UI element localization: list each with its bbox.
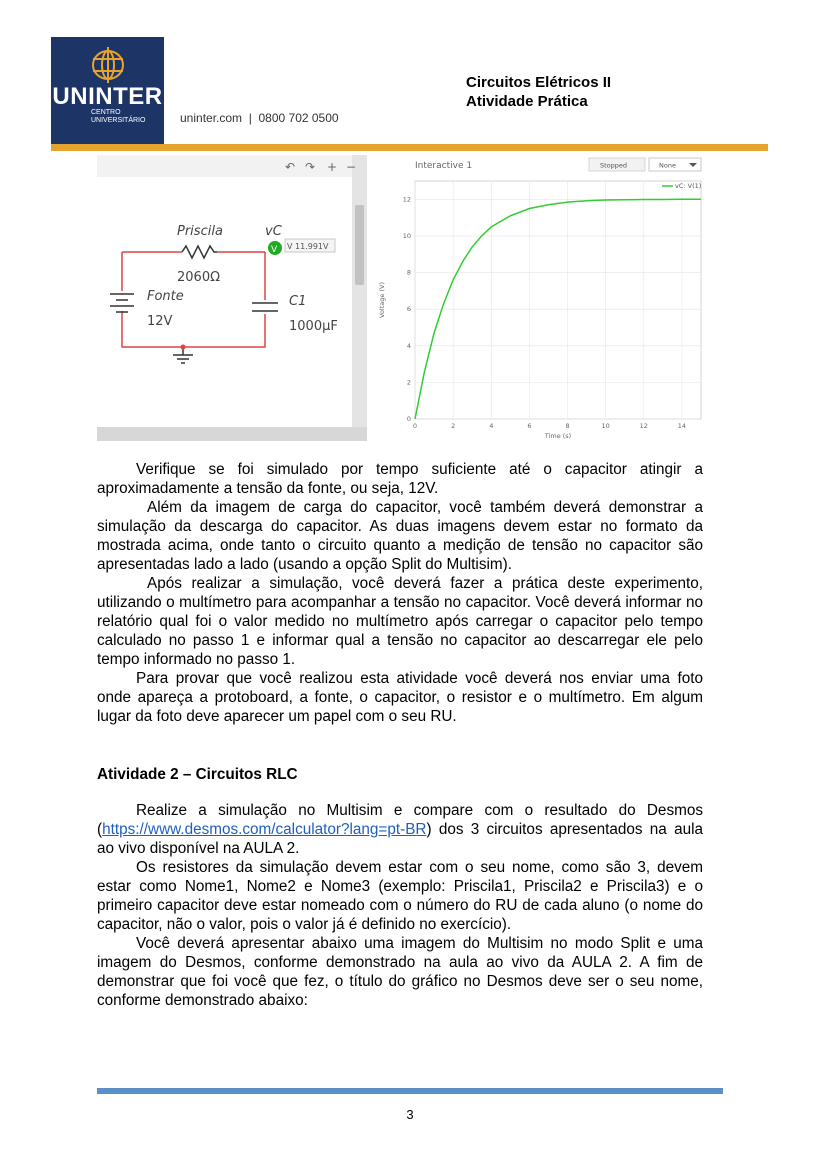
svg-text:V: V <box>271 245 278 255</box>
x-tick-label: 6 <box>527 422 532 430</box>
paragraph-3: Após realizar a simulação, você deverá fazer a prática deste experimento, utilizando o multímetro para acompanhar a tensão no capacitor. Você deverá informar no relatório qual foi o valor medido no multímetro após carregar o capacitor pelo tempo calculado no passo 1 e informar qual a tensão no capacitor ao descarregar ele pelo tempo informado no passo 1. <box>97 575 703 668</box>
capacitor-symbol <box>252 300 278 314</box>
paragraph-5-end: ) dos 3 circuitos apresentados na aula ao vivo disponível na AULA 2. <box>97 821 703 857</box>
x-tick-label: 4 <box>489 422 494 430</box>
svg-text:None: None <box>659 161 676 170</box>
logo-subtitle: CENTRO UNIVERSITÁRIO <box>91 109 146 124</box>
chart-ylabel: Voltage (V) <box>378 282 386 318</box>
probe-name: vC <box>265 224 282 239</box>
paragraph-1: Verifique se foi simulado por tempo suficiente até o capacitor atingir a aproximadamente a tensão da fonte, ou seja, 12V. <box>97 461 703 497</box>
globe-icon <box>51 37 164 87</box>
y-tick-label: 6 <box>406 305 411 314</box>
header-subtitle: Atividade Prática <box>466 93 588 110</box>
document-header <box>466 73 611 111</box>
capacitor-name: C1 <box>289 294 307 309</box>
redo-button[interactable]: ↷ <box>305 160 316 174</box>
source-name: Fonte <box>147 289 184 304</box>
page-number: 3 <box>406 1107 414 1122</box>
paragraph-5-start: Realize a simulação no Multisim e compare com o resultado do Desmos ( <box>97 802 703 838</box>
resistor-value: 2060Ω <box>177 270 221 285</box>
y-tick-label: 2 <box>406 378 411 387</box>
y-tick-label: 0 <box>406 415 411 423</box>
multisim-screenshot <box>97 155 707 441</box>
logo-text: UNINTER <box>52 83 163 110</box>
chart-xlabel: Time (s) <box>544 432 572 440</box>
zoom-in-button[interactable]: + <box>327 160 338 174</box>
source-value: 12V <box>147 314 173 329</box>
x-tick-label: 14 <box>677 422 687 430</box>
svg-text:Stopped: Stopped <box>600 161 628 170</box>
paragraph-6: Os resistores da simulação devem estar com o seu nome, como são 3, devem estar como Nome1, Nome2 e Nome3 (exemplo: Priscila1, Priscila2 e Priscila3) e o primeiro capacitor deve estar nomeado com o número do RU de cada aluno (o nome do capacitor, não o valor, pois o valor já é definido no exercício). <box>97 859 703 933</box>
uninter-logo <box>51 37 164 144</box>
x-tick-label: 8 <box>565 422 570 430</box>
x-tick-label: 12 <box>639 422 648 430</box>
header-title: Circuitos Elétricos II <box>466 74 612 91</box>
section-heading: Atividade 2 – Circuitos RLC <box>97 766 298 783</box>
probe-reading: V 11.991V <box>287 242 329 251</box>
x-tick-label: 10 <box>601 422 610 430</box>
undo-button[interactable]: ↶ <box>285 160 296 174</box>
paragraph-7: Você deverá apresentar abaixo uma imagem do Multisim no modo Split e uma imagem do Desmos, conforme demonstrado na aula ao vivo da AULA 2. A fim de demonstrar que foi você que fez, o título do gráfico no Desmos deve ser o seu nome, conforme demonstrado abaixo: <box>97 935 703 1009</box>
resistor-name: Priscila <box>177 224 223 239</box>
paragraph-2: Além da imagem de carga do capacitor, você também deverá demonstrar a simulação da descarga do capacitor. As duas imagens devem estar no formato da mostrada acima, onde tanto o circuito quanto a medição de tensão no capacitor são apresentadas lado a lado (usando a opção Split do Multisim). <box>97 499 703 573</box>
footer-rule <box>97 1088 723 1094</box>
capacitor-value: 1000µF <box>289 319 338 334</box>
contact-line: uninter.com | 0800 702 0500 <box>180 111 339 125</box>
zoom-out-button[interactable]: − <box>346 160 357 174</box>
y-tick-label: 10 <box>402 231 411 240</box>
y-tick-label: 12 <box>402 195 411 204</box>
panel-title: Interactive 1 <box>415 161 473 171</box>
x-tick-label: 0 <box>412 422 418 430</box>
legend-label: vC: V(1) <box>675 182 702 190</box>
paragraph-5 <box>97 801 703 858</box>
paragraph-4: Para provar que você realizou esta atividade você deverá nos enviar uma foto onde apareça a protoboard, a fonte, o capacitor, o resistor e o multímetro. Em algum lugar da foto deve aparecer um papel com o seu RU. <box>97 670 703 725</box>
desmos-link[interactable]: https://www.desmos.com/calculator?lang=pt-BR <box>102 821 427 838</box>
x-tick-label: 2 <box>451 422 456 430</box>
y-tick-label: 8 <box>406 268 411 277</box>
battery-symbol <box>109 291 135 312</box>
header-rule <box>51 144 768 151</box>
y-tick-label: 4 <box>406 341 411 350</box>
